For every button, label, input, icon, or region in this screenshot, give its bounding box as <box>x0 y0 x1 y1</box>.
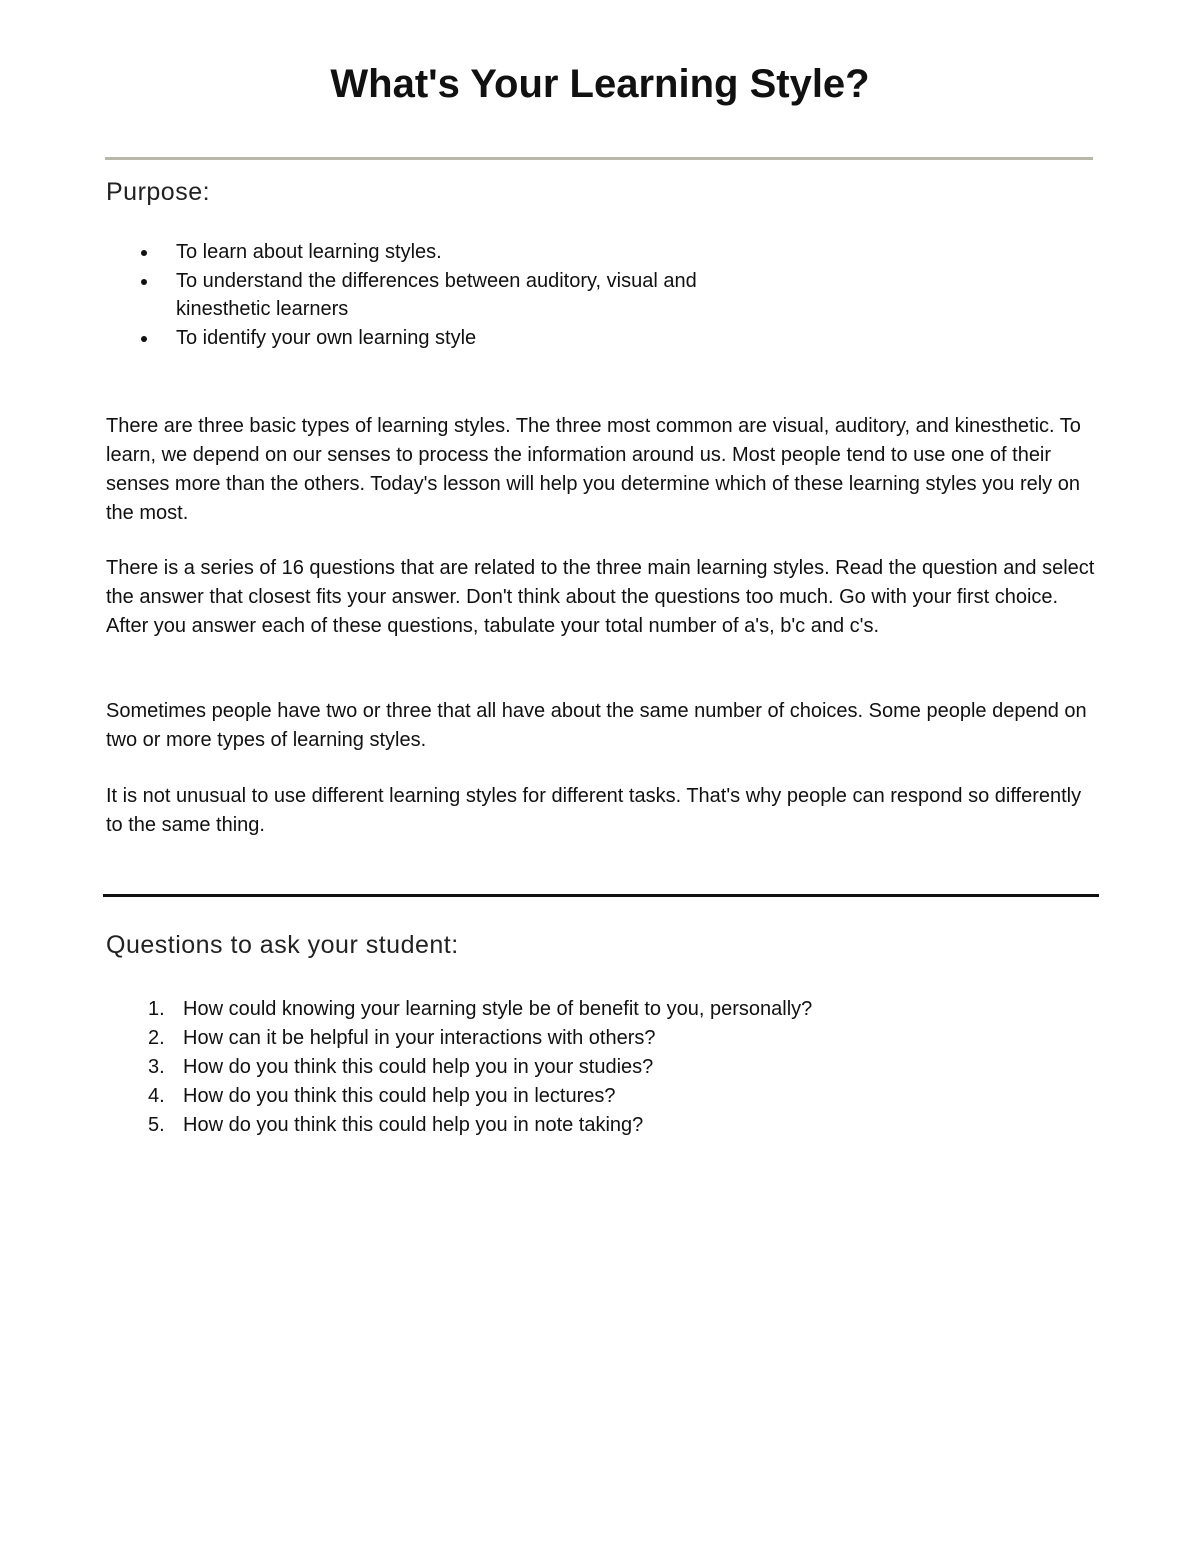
section-divider <box>103 894 1099 897</box>
purpose-heading: Purpose: <box>106 178 211 206</box>
question-number: 5. <box>148 1114 165 1136</box>
list-item-text: To identify your own learning style <box>176 326 477 349</box>
question-item <box>106 1111 1006 1140</box>
purpose-list <box>106 238 806 352</box>
question-item <box>106 995 1006 1024</box>
bullet-icon <box>141 250 147 256</box>
instructions-paragraph: There is a series of 16 questions that are related to the three main learning styles. Read the question and select the answer that closest fits your answer. Don't think about the questions too much. Go with your first choice. After you answer each of these questions, tabulate your total number of a's, b'c and c's. <box>106 557 1095 637</box>
question-text: How do you think this could help you in lectures? <box>183 1085 616 1107</box>
question-number: 4. <box>148 1085 165 1107</box>
mixed-styles-paragraph: Sometimes people have two or three that all have about the same number of choices. Some people depend on two or more types of learning styles. <box>106 700 1087 751</box>
page-title: What's Your Learning Style? <box>330 62 870 106</box>
list-item-text: To learn about learning styles. <box>176 241 442 263</box>
question-text: How do you think this could help you in note taking? <box>183 1114 644 1136</box>
bullet-icon <box>141 279 147 285</box>
question-number: 3. <box>148 1056 165 1078</box>
question-text: How could knowing your learning style be of benefit to you, personally? <box>183 998 813 1020</box>
intro-paragraph: There are three basic types of learning styles. The three most common are visual, auditory, and kinesthetic. To learn, we depend on our senses to process the information around us. Most people tend to use one of their senses more than the others. Today's lesson will help you determine which of these learning styles you rely on the most. <box>106 415 1081 524</box>
question-number: 2. <box>148 1027 165 1049</box>
title-divider <box>105 157 1093 160</box>
question-item <box>106 1082 1006 1111</box>
different-tasks-paragraph: It is not unusual to use different learning styles for different tasks. That's why people can respond so differently to the same thing. <box>106 785 1082 836</box>
list-item <box>106 238 806 267</box>
question-text: How do you think this could help you in your studies? <box>183 1056 654 1078</box>
question-item <box>106 1053 1006 1082</box>
questions-heading: Questions to ask your student: <box>106 931 459 959</box>
questions-list <box>106 995 1006 1140</box>
list-item-text: To understand the differences between auditory, visual and kinesthetic learners <box>176 269 697 320</box>
bullet-icon <box>141 336 147 342</box>
question-item <box>106 1024 1006 1053</box>
list-item <box>106 267 776 324</box>
list-item <box>106 324 806 353</box>
question-number: 1. <box>148 998 165 1020</box>
question-text: How can it be helpful in your interactions with others? <box>183 1027 656 1049</box>
